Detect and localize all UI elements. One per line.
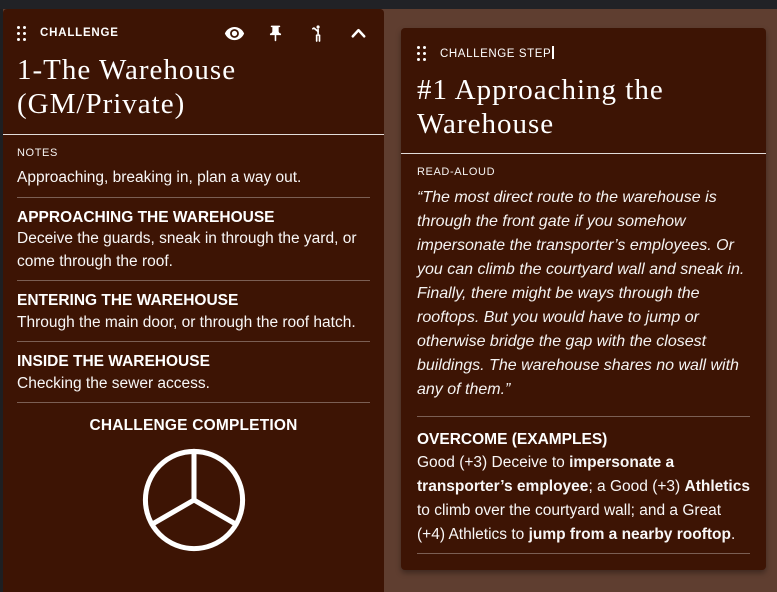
divider [401,153,766,154]
challenge-card [3,9,384,592]
challenge-type-label[interactable]: CHALLENGE [40,27,119,39]
notes-text[interactable]: Approaching, breaking in, plan a way out. [17,169,302,187]
notes-label: NOTES [17,147,58,160]
notes-section-body[interactable]: Checking the sewer access. [17,374,210,392]
three-spoke-wheel-icon[interactable] [139,542,249,559]
challenge-completion-label: CHALLENGE COMPLETION [89,417,298,435]
read-aloud-label: READ-ALOUD [417,166,496,179]
divider [3,134,384,135]
window-top-bar [0,0,777,9]
challenge-step-header [417,41,750,65]
person-waving-icon[interactable] [306,23,326,44]
collapse-icon[interactable] [347,22,370,45]
challenge-title[interactable]: 1-The Warehouse (GM/Private) [17,54,237,121]
divider [17,341,370,342]
divider [17,197,370,198]
notes-section-heading[interactable]: INSIDE THE WAREHOUSE [17,353,210,371]
visibility-icon[interactable] [224,23,245,44]
divider [17,402,370,403]
read-aloud-text[interactable]: “The most direct route to the warehouse is through the front gate if you somehow impersonate the transporter’s employees. Or you can climb the courtyard wall and sneak in. Finally, there might be ways through the rooftops. But you would have to jump or otherwise bridge the gap with the closest buildings. The warehouse shares no wall with any of them.” [417,189,745,399]
text-cursor [552,46,554,59]
drag-handle-icon[interactable] [17,26,26,41]
notes-section-heading[interactable]: APPROACHING THE WAREHOUSE [17,208,275,226]
divider [417,416,750,417]
divider [17,280,370,281]
divider [417,553,750,554]
overcome-heading[interactable]: OVERCOME (EXAMPLES) [417,431,608,449]
notes-section-heading[interactable]: ENTERING THE WAREHOUSE [17,292,239,310]
notes-section-body[interactable]: Through the main door, or through the roof hatch. [17,313,356,331]
overcome-text[interactable]: Good (+3) Deceive to impersonate a transporter’s employee; a Good (+3) Athletics to climb over the courtyard wall; and a Great (+4) Athletics to jump from a nearby rooftop. [417,454,750,544]
challenge-step-card [401,28,766,570]
challenge-step-title[interactable]: #1 Approaching the Warehouse [417,74,664,141]
challenge-step-type-label[interactable]: CHALLENGE STEP [440,46,554,60]
pin-icon[interactable] [266,24,285,43]
challenge-card-header [17,21,370,45]
drag-handle-icon[interactable] [417,46,426,61]
notes-section-body[interactable]: Deceive the guards, sneak in through the yard, or come through the roof. [17,230,357,270]
notes-editor[interactable] [17,167,370,403]
